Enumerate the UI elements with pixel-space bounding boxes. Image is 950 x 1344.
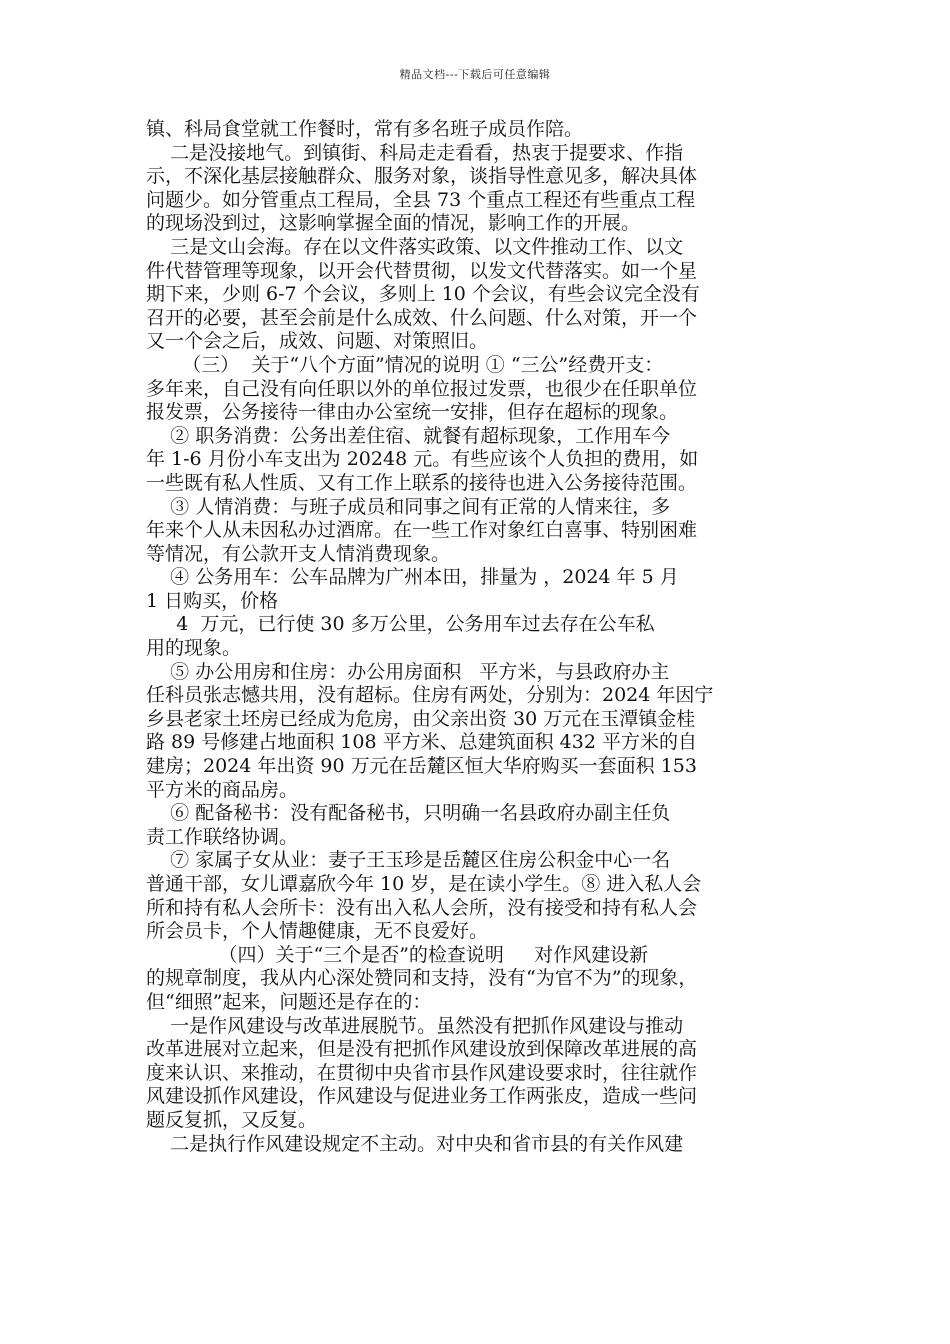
text-line: 建房；2024 年出资 90 万元在岳麓区恒大华府购买一套面积 153: [146, 755, 697, 778]
page-header: 精品文档---下载后可任意编辑: [399, 68, 551, 81]
text-line: 平方米的商品房。: [146, 778, 299, 801]
text-line: 改革进展对立起来，但是没有把抓作风建设放到保障改革进展的高: [146, 1038, 698, 1061]
text-line: 风建设抓作风建设，作风建设与促进业务工作两张皮，造成一些问: [146, 1085, 698, 1108]
text-line: ③ 人情消费：与班子成员和同事之间有正常的人情来往，多: [146, 495, 671, 518]
text-line: ⑥ 配备秘书：没有配备秘书，只明确一名县政府办副主任负: [146, 802, 671, 825]
text-line: 但“细照”起来，问题还是存在的：: [146, 990, 432, 1013]
text-line: 所和持有私人会所卡：没有出入私人会所，没有接受和持有私人会: [146, 896, 698, 919]
text-line: 一些既有私人性质、又有工作上联系的接待也进入公务接待范围。: [146, 471, 698, 494]
text-line: 路 89 号修建占地面积 108 平方米、总建筑面积 432 平方米的自: [146, 731, 697, 754]
document-body: [146, 118, 810, 1156]
text-line: 多年来，自己没有向任职以外的单位报过发票，也很少在任职单位: [146, 377, 698, 400]
text-line: 用的现象。: [146, 637, 242, 660]
text-line: 二是没接地气。到镇街、科局走走看看，热衷于提要求、作指: [146, 141, 684, 164]
text-line: ② 职务消费：公务出差住宿、就餐有超标现象，工作用车今: [146, 424, 671, 447]
text-line: 二是执行作风建设规定不主动。对中央和省市县的有关作风建: [146, 1132, 684, 1155]
text-line: 责工作联络协调。: [146, 825, 299, 848]
text-line: ⑦ 家属子女从业：妻子王玉珍是岳麓区住房公积金中心一名: [146, 849, 671, 872]
text-line: 题反复抓，又反复。: [146, 1108, 318, 1131]
text-line: ⑤ 办公用房和住房：办公用房面积 平方米，与县政府办主: [146, 660, 670, 683]
text-line: 报发票，公务接待一律由办公室统一安排，但存在超标的现象。: [146, 401, 679, 424]
text-line: 年 1-6 月份小车支出为 20248 元。有些应该个人负担的费用，如: [146, 448, 699, 471]
text-line: 所会员卡，个人情趣健康，无不良爱好。: [146, 920, 489, 943]
text-line: 普通干部，女儿谭嘉欣今年 10 岁，是在读小学生。⑧ 进入私人会: [146, 873, 702, 895]
text-line: 度来认识、来推动，在贯彻中央省市县作风建设要求时，往往就作: [146, 1061, 698, 1084]
text-line: 等情况，有公款开支人情消费现象。: [146, 542, 451, 565]
text-line: ④ 公务用车：公车品牌为广州本田，排量为 ，2024 年 5 月: [146, 566, 679, 589]
text-line: 镇、科局食堂就工作餐时，常有多名班子成员作陪。: [146, 118, 584, 140]
text-line: 乡县老家土坯房已经成为危房，由父亲出资 30 万元在玉潭镇金桂: [146, 707, 696, 730]
text-line: 任科员张志憾共用，没有超标。住房有两处，分别为：2024 年因宁: [146, 684, 714, 707]
text-line: 又一个会之后，成效、问题、对策照旧。: [146, 330, 489, 353]
text-line: 的规章制度，我从内心深处赞同和支持，没有“为官不为”的现象，: [146, 967, 698, 990]
text-line: 问题少。如分管重点工程局，全县 73 个重点工程还有些重点工程: [146, 188, 696, 211]
text-line: 示，不深化基层接触群众、服务对象，谈指导性意见多，解决具体: [146, 165, 698, 188]
text-line: 的现场没到过，这影响掌握全面的情况，影响工作的开展。: [146, 212, 641, 235]
text-line: （三） 关于“八个方面”情况的说明 ① “三公”经费开支：: [146, 353, 664, 376]
text-line: 年来个人从未因私办过酒席。在一些工作对象红白喜事、特别困难: [146, 519, 698, 542]
text-line: 4 万元，已行使 30 多万公里，公务用车过去存在公车私: [146, 613, 655, 636]
text-line: 召开的必要，甚至会前是什么成效、什么问题、什么对策，开一个: [146, 306, 698, 329]
text-line: 1 日购买，价格: [146, 589, 279, 612]
text-line: （四）关于“三个是否”的检查说明 对作风建设新: [146, 943, 649, 966]
text-line: 件代替管理等现象，以开会代替贯彻，以发文代替落实。如一个星: [146, 259, 698, 282]
text-line: 期下来，少则 6-7 个会议，多则上 10 个会议，有些会议完全没有: [146, 283, 700, 306]
text-line: 三是文山会海。存在以文件落实政策、以文件推动工作、以文: [146, 235, 684, 258]
text-line: 一是作风建设与改革进展脱节。虽然没有把抓作风建设与推动: [146, 1014, 684, 1037]
